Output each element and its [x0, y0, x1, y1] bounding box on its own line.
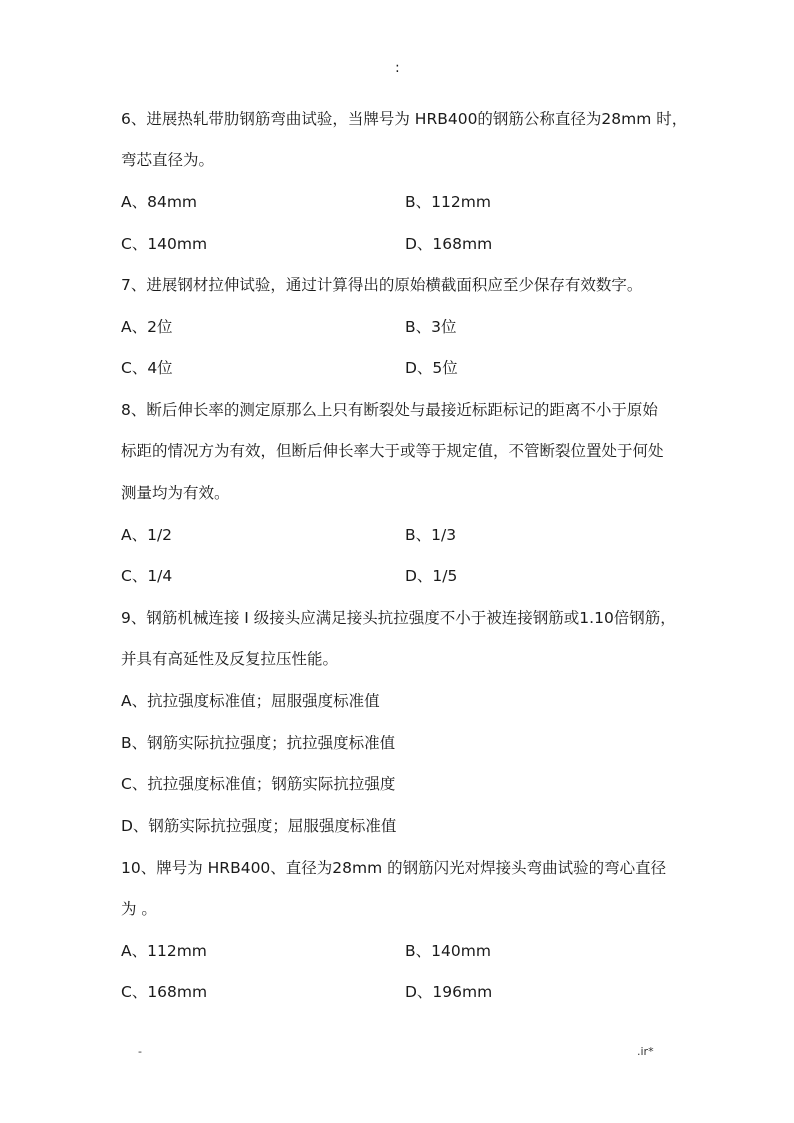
question-8-option-c: C、1/4 — [121, 567, 173, 585]
question-10-option-c: C、168mm — [121, 983, 208, 1001]
page-footer-left: - — [138, 1045, 142, 1058]
question-8-option-a: A、1/2 — [121, 526, 173, 544]
question-9-stem-line-2: 并具有高延性及反复拉压性能。 — [121, 650, 339, 668]
question-10-stem-line-1: 10、牌号为 HRB400、直径为28mm 的钢筋闪光对焊接头弯曲试验的弯心直径 — [121, 859, 667, 877]
question-7-option-d: D、5位 — [405, 359, 458, 377]
question-9-option-a: A、抗拉强度标准值；屈服强度标准值 — [121, 692, 380, 710]
question-10-option-b: B、140mm — [405, 942, 491, 960]
question-7-option-b: B、3位 — [405, 318, 457, 336]
question-8-option-d: D、1/5 — [405, 567, 458, 585]
question-7-option-a: A、2位 — [121, 318, 173, 336]
question-8-stem-line-2: 标距的情况方为有效，但断后伸长率大于或等于规定值，不管断裂位置处于何处 — [121, 442, 664, 460]
question-9-option-d: D、钢筋实际抗拉强度；屈服强度标准值 — [121, 817, 397, 835]
question-6-option-d: D、168mm — [405, 235, 493, 253]
question-9-option-c: C、抗拉强度标准值；钢筋实际抗拉强度 — [121, 775, 396, 793]
question-9-stem-line-1: 9、钢筋机械连接 I 级接头应满足接头抗拉强度不小于被连接钢筋或1.10倍钢筋， — [121, 609, 676, 627]
question-10-stem-line-2: 为 。 — [121, 900, 157, 918]
question-10-option-d: D、196mm — [405, 983, 493, 1001]
question-6-option-a: A、84mm — [121, 193, 198, 211]
question-6-option-b: B、112mm — [405, 193, 491, 211]
question-6-option-c: C、140mm — [121, 235, 208, 253]
question-9-option-b: B、钢筋实际抗拉强度；抗拉强度标准值 — [121, 734, 396, 752]
question-8-stem-line-3: 测量均为有效。 — [121, 484, 230, 502]
question-8-option-b: B、1/3 — [405, 526, 457, 544]
question-6-stem-line-1: 6、进展热轧带肋钢筋弯曲试验，当牌号为 HRB400的钢筋公称直径为28mm 时， — [121, 110, 688, 128]
page-header-mark: : — [395, 60, 400, 76]
question-10-option-a: A、112mm — [121, 942, 207, 960]
page-footer-right: .ir* — [637, 1045, 654, 1058]
question-6-stem-line-2: 弯芯直径为。 — [121, 151, 215, 169]
question-7-stem-line-1: 7、进展钢材拉伸试验，通过计算得出的原始横截面积应至少保存有效数字。 — [121, 276, 643, 294]
question-7-option-c: C、4位 — [121, 359, 173, 377]
question-8-stem-line-1: 8、断后伸长率的测定原那么上只有断裂处与最接近标距标记的距离不小于原始 — [121, 401, 658, 419]
